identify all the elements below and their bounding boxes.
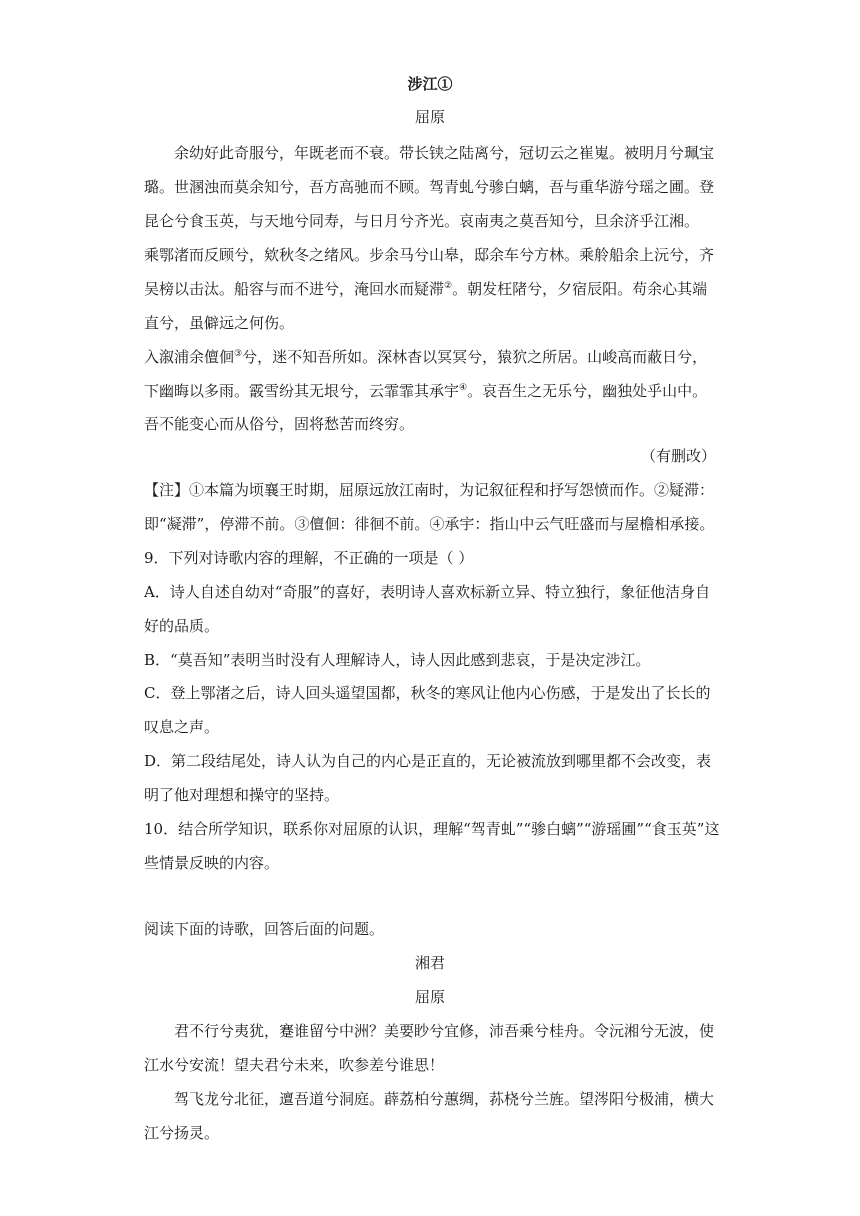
poem-line: 下幽晦以多雨。霰雪纷其无垠兮，云霏霏其承宇④。哀吾生之无乐兮，幽独处乎山中。 bbox=[144, 382, 708, 400]
poem2-line: 江水兮安流！望夫君兮未来，吹参差兮谁思！ bbox=[144, 1056, 445, 1074]
poem2-author: 屈原 bbox=[414, 988, 445, 1006]
poem-line: 吴榜以击汰。船容与而不进兮，淹回水而疑滞②。朝发枉陼兮，夕宿辰阳。苟余心其端 bbox=[144, 280, 708, 298]
option-d-cont: 明了他对理想和操守的坚持。 bbox=[144, 786, 340, 804]
poem-title: 涉江① bbox=[407, 75, 453, 93]
poem-line: 璐。世溷浊而莫余知兮，吾方高驰而不顾。驾青虬兮骖白螭，吾与重华游兮瑶之圃。登 bbox=[144, 178, 715, 196]
footnote-mark: ② bbox=[444, 281, 453, 291]
poem-line: 余幼好此奇服兮，年既老而不衰。带长铗之陆离兮，冠切云之崔嵬。被明月兮珮宝 bbox=[174, 144, 715, 162]
option-c-cont: 叹息之声。 bbox=[144, 718, 220, 736]
option-a: A．诗人自述自幼对“奇服”的喜好，表明诗人喜欢标新立异、特立独行，象征他洁身自 bbox=[144, 583, 711, 601]
poem2-title: 湘君 bbox=[414, 954, 445, 972]
option-c: C．登上鄂渚之后，诗人回头遥望国都，秋冬的寒风让他内心伤感，于是发出了长长的 bbox=[144, 684, 711, 702]
source-note: （有删改） bbox=[640, 447, 716, 465]
option-b: B．“莫吾知”表明当时没有人理解诗人，诗人因此感到悲哀，于是决定涉江。 bbox=[144, 651, 651, 669]
poem-line: 吾不能变心而从俗兮，固将愁苦而终穷。 bbox=[144, 415, 415, 433]
question-10: 10．结合所学知识，联系你对屈原的认识，理解“驾青虬”“骖白螭”“游瑶圃”“食玉英”这 bbox=[144, 820, 720, 838]
annotation-line: 即“凝滞”，停滞不前。③儃佪：徘徊不前。④承宇：指山中云气旺盛而与屋檐相承接。 bbox=[144, 515, 715, 533]
footnote-mark: ④ bbox=[459, 383, 468, 393]
poem-line: 直兮，虽僻远之何伤。 bbox=[144, 314, 295, 332]
footnote-mark: ③ bbox=[234, 349, 243, 359]
poem-line: 昆仑兮食玉英，与天地兮同寿，与日月兮齐光。哀南夷之莫吾知兮，旦余济乎江湘。 bbox=[144, 212, 700, 230]
poem-author: 屈原 bbox=[414, 108, 445, 126]
instruction: 阅读下面的诗歌，回答后面的问题。 bbox=[144, 920, 385, 938]
option-a-cont: 好的品质。 bbox=[144, 617, 220, 635]
poem-line: 乘鄂渚而反顾兮，欸秋冬之绪风。步余马兮山皋，邸余车兮方林。乘舲船余上沅兮，齐 bbox=[144, 246, 715, 264]
option-d: D．第二段结尾处，诗人认为自己的内心是正直的，无论被流放到哪里都不会改变，表 bbox=[144, 752, 712, 770]
question-10-cont: 些情景反映的内容。 bbox=[144, 854, 280, 872]
poem2-line: 驾飞龙兮北征，邅吾道兮洞庭。薜荔柏兮蕙绸，荪桡兮兰旌。望涔阳兮极浦，横大 bbox=[174, 1090, 715, 1108]
question-9: 9．下列对诗歌内容的理解，不正确的一项是（ ） bbox=[144, 549, 474, 567]
poem-line: 入溆浦余儃佪③兮，迷不知吾所如。深林杳以冥冥兮，猿狖之所居。山峻高而蔽日兮， bbox=[144, 348, 708, 366]
poem2-line: 江兮扬灵。 bbox=[144, 1124, 220, 1142]
annotation-line: 【注】①本篇为顷襄王时期，屈原远放江南时，为记叙征程和抒写怨愤而作。②疑滞： bbox=[144, 481, 715, 499]
poem2-line: 君不行兮夷犹，蹇谁留兮中洲？美要眇兮宜修，沛吾乘兮桂舟。令沅湘兮无波，使 bbox=[174, 1022, 715, 1040]
